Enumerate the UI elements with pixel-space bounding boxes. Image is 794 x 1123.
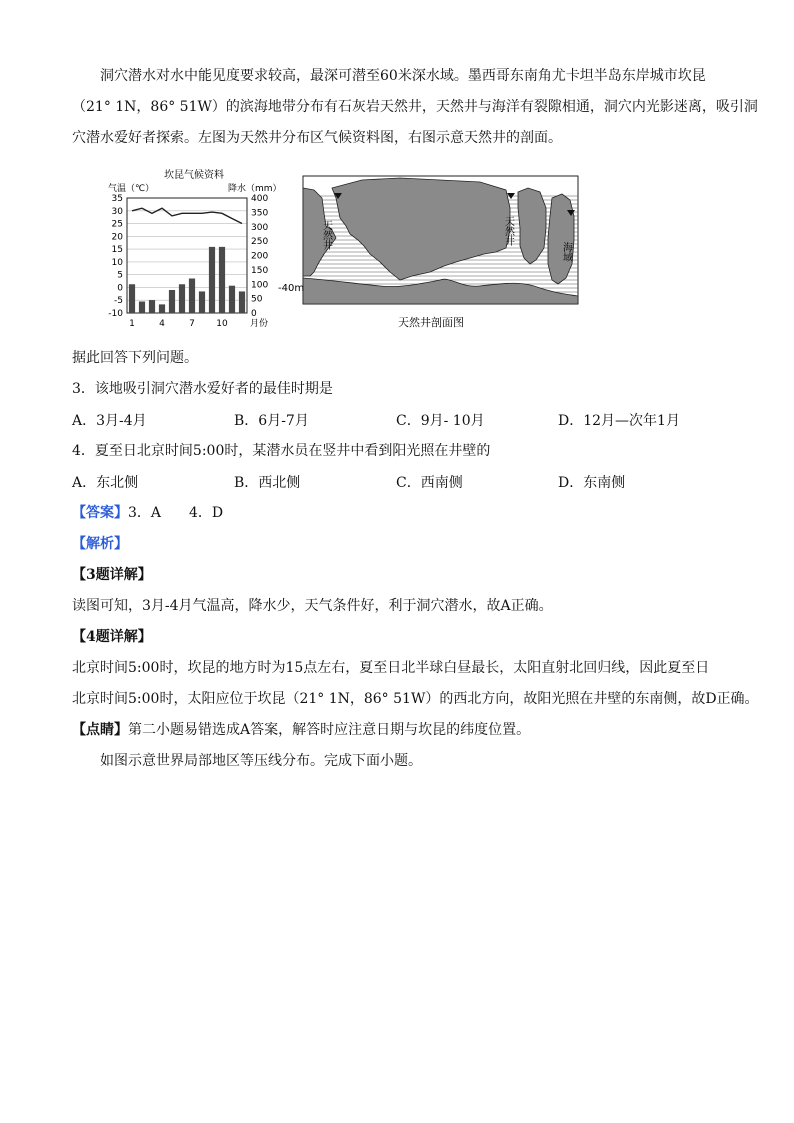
precip-bar — [139, 302, 145, 314]
q4-stem: 4．夏至日北京时间5:00时，某潜水员在竖井中看到阳光照在井壁的 — [72, 443, 491, 459]
figure — [100, 168, 595, 336]
right-tick-label: 100 — [251, 280, 269, 291]
right-tick-label: 300 — [251, 222, 269, 233]
left-tick-label: 30 — [111, 206, 123, 217]
precip-bars — [129, 247, 245, 313]
right-tick-label: 50 — [251, 294, 263, 305]
precip-bar — [229, 286, 235, 313]
prompt-text: 据此回答下列问题。 — [72, 350, 198, 366]
tip-text: 第二小题易错选成A答案，解答时应注意日期与坎昆的纬度位置。 — [128, 722, 531, 738]
ylabel-right: 降水（mm） — [228, 184, 282, 194]
x-tick-label: 10 — [216, 319, 228, 329]
tip-line — [72, 720, 530, 740]
next-intro: 如图示意世界局部地区等压线分布。完成下面小题。 — [100, 753, 422, 769]
precip-bar — [189, 279, 195, 314]
section-title: 天然井剖面图 — [398, 316, 464, 329]
right-tick-label: 0 — [251, 309, 257, 319]
precip-bar — [159, 304, 165, 313]
intro-line-3: 穴潜水爱好者探索。左图为天然井分布区气候资料图，右图示意天然井的剖面。 — [72, 130, 562, 146]
x-tick-label: 4 — [159, 319, 165, 329]
left-tick-label: -5 — [114, 296, 123, 307]
detail4-line-2: 北京时间5:00时，太阳应位于坎昆（21° 1N，86° 51W）的西北方向，故阳光照在井壁的东南侧，故D正确。 — [72, 691, 759, 707]
ylabel-left: 气温（℃） — [108, 184, 155, 194]
cross-section-diagram — [278, 176, 578, 329]
q4-option-a[interactable]: A．东北侧 — [72, 475, 139, 491]
right-tick-label: 200 — [251, 251, 269, 262]
detail4-tag: 【4题详解】 — [72, 629, 152, 645]
sea-label: 海域 — [560, 242, 572, 262]
right-tick-label: 250 — [251, 237, 269, 248]
detail3-text: 读图可知，3月-4月气温高，降水少，天气条件好，利于洞穴潜水，故A正确。 — [72, 598, 553, 614]
left-tick-label: 5 — [117, 270, 123, 281]
answer-tag: 【答案】 — [72, 505, 128, 521]
left-tick-label: -10 — [108, 309, 123, 319]
analysis-line — [72, 534, 128, 554]
q3-option-c[interactable]: C．9月- 10月 — [396, 413, 485, 429]
q4-option-d[interactable]: D．东南侧 — [558, 475, 626, 491]
climate-chart — [108, 168, 282, 329]
well-label-2: 天然井 — [502, 216, 514, 246]
precip-bar — [219, 247, 225, 313]
precip-bar — [179, 284, 185, 313]
q3-option-d[interactable]: D．12月—次年1月 — [558, 413, 680, 429]
answer-line — [72, 503, 223, 523]
precip-bar — [169, 290, 175, 313]
left-tick-label: 25 — [111, 219, 123, 230]
climate-and-section-figure — [100, 168, 595, 336]
chart-title: 坎昆气候资料 — [164, 170, 224, 181]
intro-line-2: （21° 1N，86° 51W）的滨海地带分布有石灰岩天然井，天然井与海洋有裂隙相通，洞穴内光影迷离，吸引洞 — [72, 99, 758, 115]
left-tick-label: 10 — [111, 257, 123, 268]
precip-bar — [129, 284, 135, 313]
q3-stem: 3．该地吸引洞穴潜水爱好者的最佳时期是 — [72, 381, 333, 397]
precip-bar — [149, 300, 155, 313]
precip-bar — [239, 291, 245, 313]
x-tick-label: 7 — [189, 319, 195, 329]
q4-option-c[interactable]: C．西南侧 — [396, 475, 463, 491]
precip-bar — [209, 247, 215, 313]
right-tick-label: 350 — [251, 208, 269, 219]
q4-option-b[interactable]: B．西北侧 — [234, 475, 301, 491]
well-label-1: 天然井 — [320, 220, 332, 250]
left-tick-label: 35 — [111, 194, 123, 204]
analysis-tag: 【解析】 — [72, 536, 128, 552]
left-tick-label: 15 — [111, 245, 123, 256]
depth-label: -40m — [278, 283, 305, 294]
q3-option-a[interactable]: A．3月-4月 — [72, 413, 147, 429]
precip-bar — [199, 291, 205, 313]
answer-text: 3．A 4．D — [128, 505, 224, 521]
intro-line-1: 洞穴潜水对水中能见度要求较高，最深可潜至60米深水域。墨西哥东南角尤卡坦半岛东岸城市坎昆 — [100, 68, 706, 84]
x-tick-label: 1 — [129, 319, 135, 329]
right-tick-label: 400 — [251, 194, 269, 204]
left-tick-label: 20 — [111, 232, 123, 243]
left-tick-label: 0 — [117, 283, 123, 294]
right-tick-label: 150 — [251, 265, 269, 276]
xlabel: 月份 — [250, 319, 269, 329]
q3-option-b[interactable]: B．6月-7月 — [234, 413, 309, 429]
detail4-line-1: 北京时间5:00时，坎昆的地方时为15点左右，夏至日北半球白昼最长，太阳直射北回归线，因此夏至日 — [72, 660, 710, 676]
tip-tag: 【点睛】 — [72, 722, 128, 738]
detail3-tag: 【3题详解】 — [72, 567, 152, 583]
